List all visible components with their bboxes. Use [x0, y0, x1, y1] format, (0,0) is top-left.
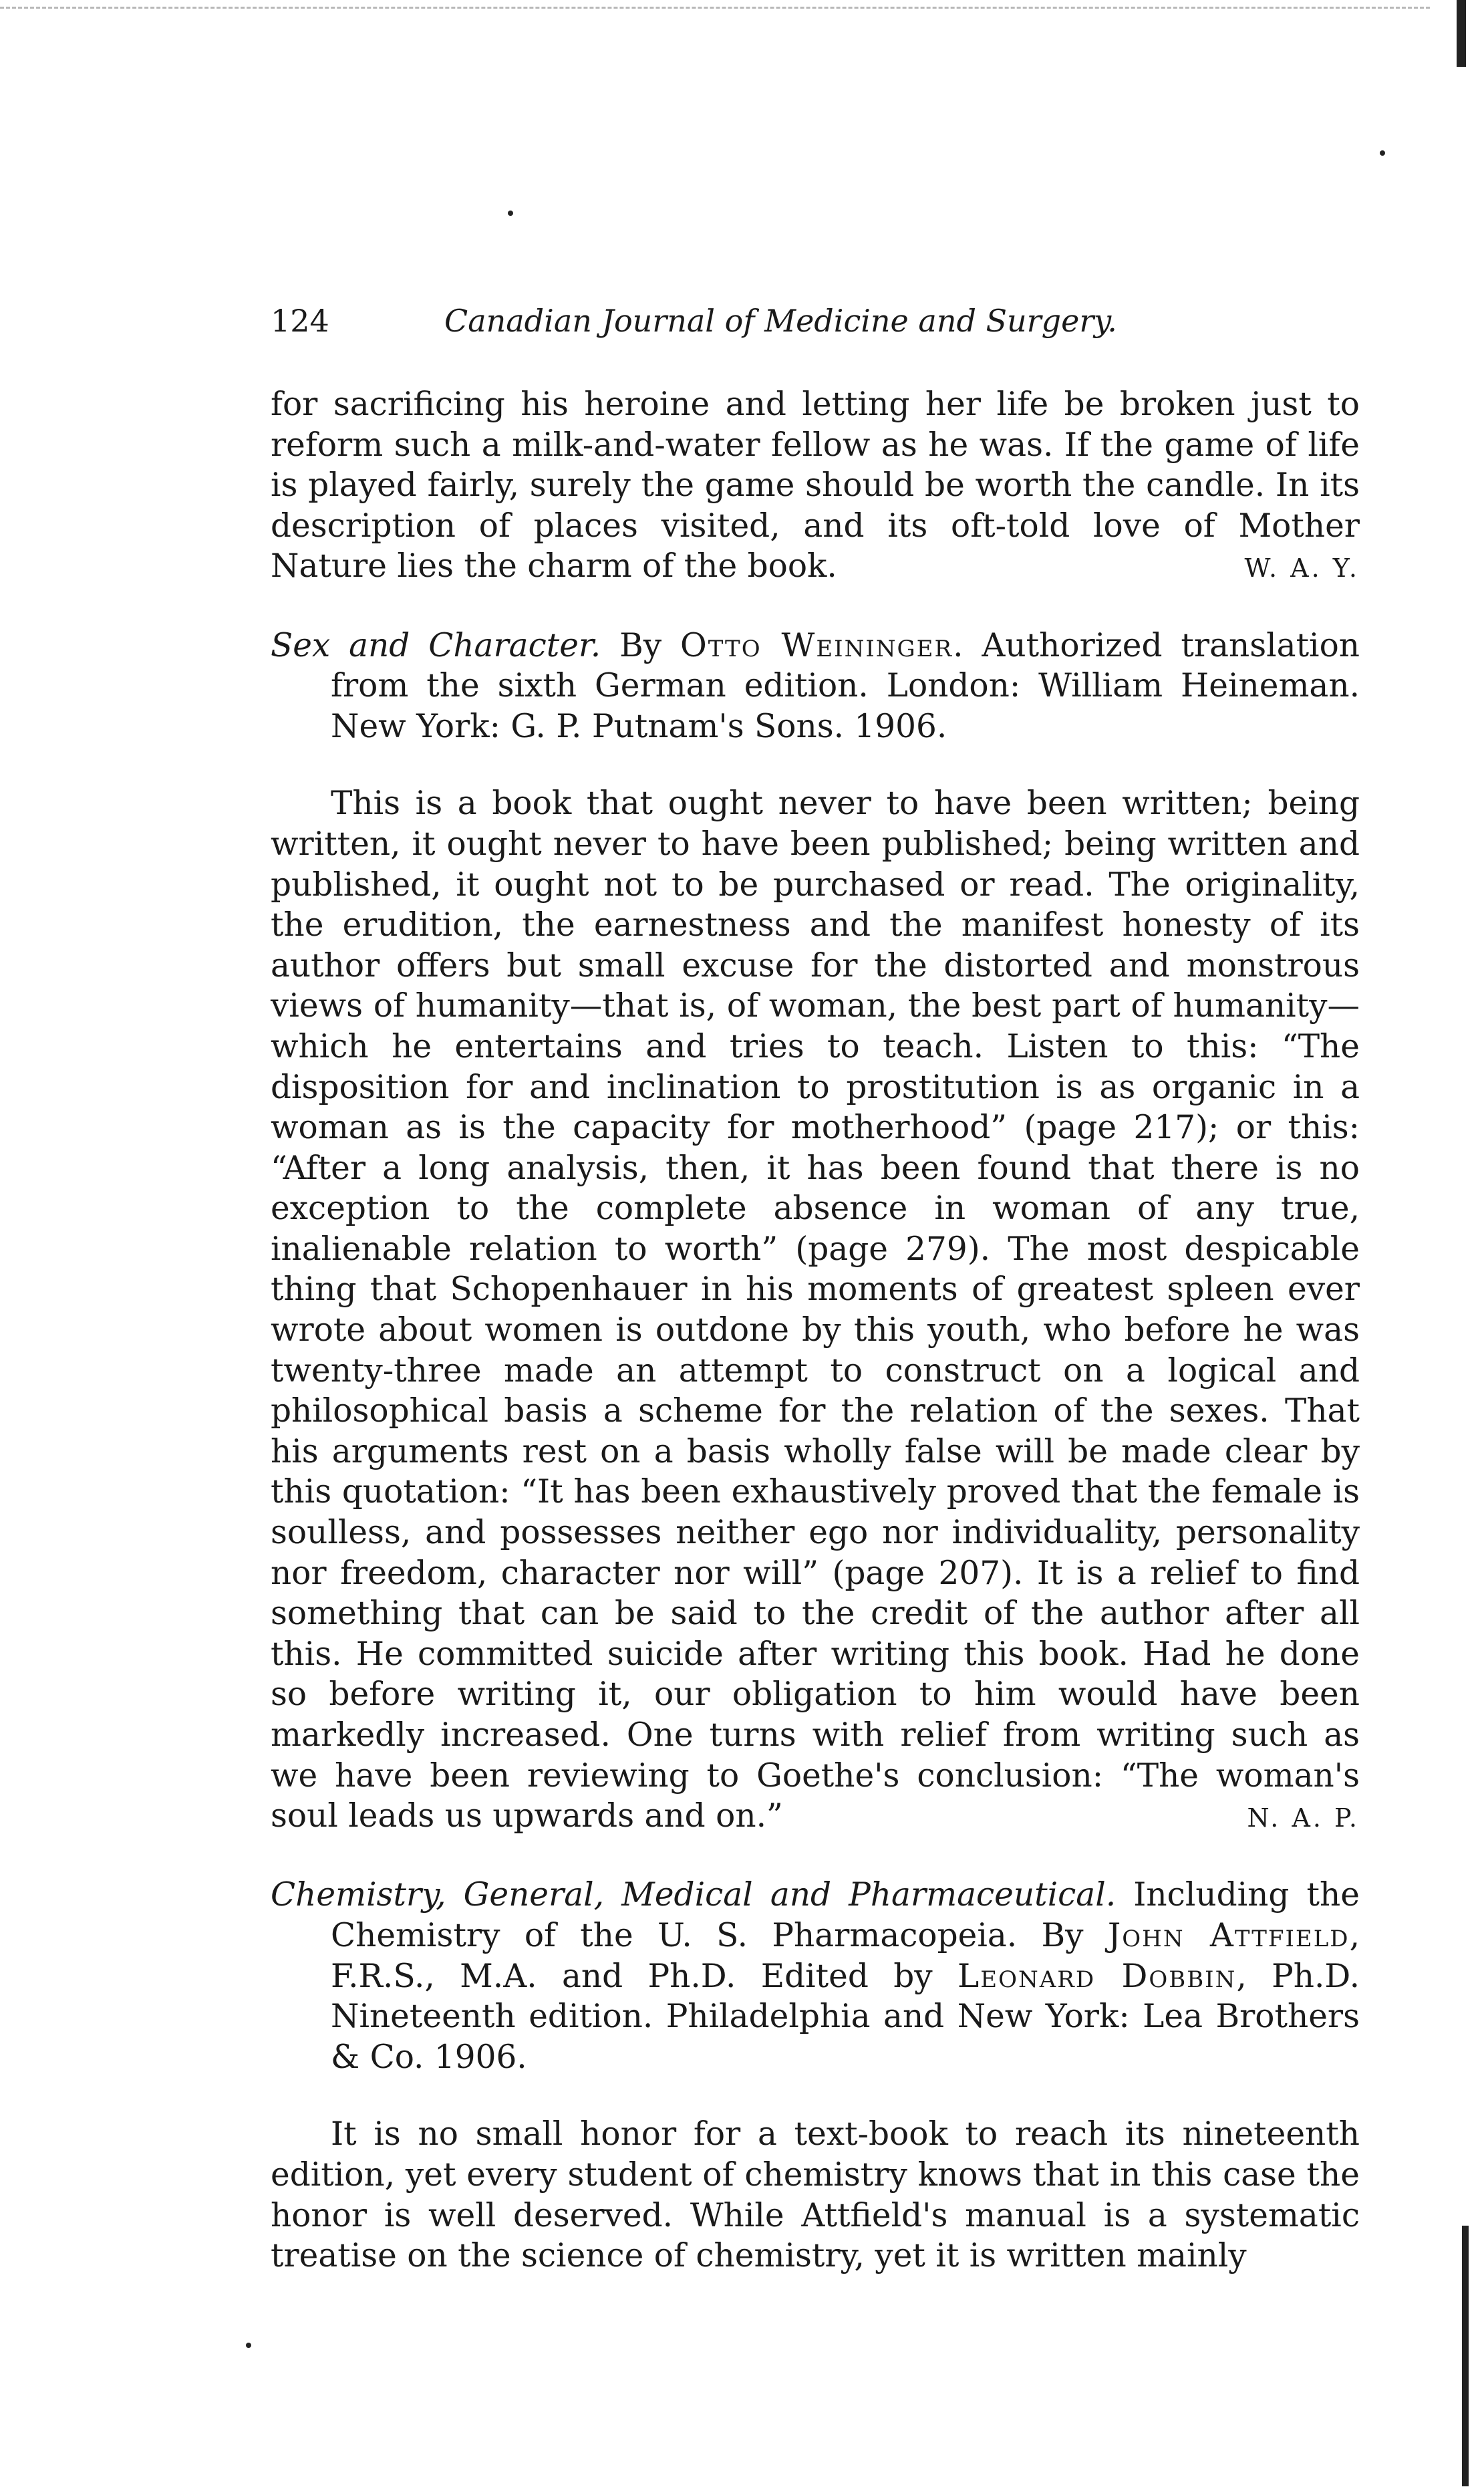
citation-text: By — [601, 626, 680, 664]
citation-text: , Ph.D. Nineteenth edition. Philadelphia and New York: Lea Brothers & Co. 1906. — [331, 1957, 1360, 2076]
citation-text: Including the Chemistry of the U. S. Pharmacopeia. By — [331, 1876, 1360, 1954]
book-editor: Leonard Dobbin — [957, 1957, 1237, 1995]
review-paragraph — [271, 783, 1360, 1836]
binding-edge-mark-top — [1457, 0, 1466, 67]
book-citation — [271, 1875, 1360, 2077]
book-title: Chemistry, General, Medical and Pharmaceutical. — [271, 1876, 1117, 1914]
review-text: for sacrificing his heroine and letting her life be broken just to reform such a milk-and-water fellow as he was. If the game of life is played fairly, surely the game should be worth the candle. In its description of places visited, and its oft-told love of Mother Nature lies the charm of the book. — [271, 386, 1360, 585]
reviewer-signature: W. A. Y. — [1244, 553, 1360, 583]
page-speck — [1380, 150, 1385, 156]
reviewer-signature: N. A. P. — [1247, 1803, 1360, 1833]
running-title: Canadian Journal of Medicine and Surgery. — [444, 303, 1117, 339]
citation-text: . Authorized translation from the sixth German edition. London: William Heineman. New York: G. P. Putnam's Sons. 1906. — [331, 626, 1360, 745]
book-author: Otto Weininger — [680, 626, 953, 664]
review-paragraph — [271, 2114, 1360, 2276]
binding-edge-mark-bottom — [1462, 2226, 1469, 2486]
top-dashed-rule — [0, 7, 1430, 9]
book-author: John Attfield — [1107, 1916, 1350, 1954]
review-text: This is a book that ought never to have been written; being written, it ought never to have been published; being written and published, it ought not to be purchased or read. The originality, the erudition, the earnestness and the manifest honesty of its author offers but small excuse for the distorted and monstrous views of humanity—that is, of woman, the best part of humanity—which he entertains and tries to teach. Listen to this: “The disposition for and inclination to prostitution is as organic in a woman as is the capacity for motherhood” (page 217); or this: “After a long analysis, then, it has been found that there is no exception to the complete absence in woman of any true, inalienable relation to worth” (page 279). The most despicable thing that Schopenhauer in his moments of greatest spleen ever wrote about women is outdone by this youth, who before he was twenty-three made an attempt to construct on a logical and philosophical basis a scheme for the relation of the sexes. That his arguments rest on a basis wholly false will be made clear by this quotation: “It has been exhaustively proved that the female is soulless, and possesses neither ego nor individuality, personality nor freedom, character nor will” (page 207). It is a relief to find something that can be said to the credit of the author after all this. He committed suicide after writing this book. Had he done so before writing it, our obligation to him would have been markedly increased. One turns with relief from writing such as we have been reviewing to Goethe's conclusion: “The woman's soul leads us upwards and on.” — [271, 785, 1360, 1835]
page-speck — [508, 211, 513, 216]
citation-text: , F.R.S., M.A. and Ph.D. Edited by — [331, 1916, 1360, 1995]
book-title: Sex and Character. — [271, 626, 601, 664]
review-text: It is no small honor for a text-book to reach its nineteenth edition, yet every student of chemistry knows that in this case the honor is well deserved. While Attfield's manual is a systematic treatise on the science of chemistry, yet it is written mainly — [271, 2115, 1360, 2275]
page-body — [271, 384, 1360, 2276]
page-speck — [246, 2343, 251, 2348]
page-number: 124 — [271, 303, 329, 339]
book-citation — [271, 626, 1360, 747]
running-header — [271, 301, 1206, 341]
